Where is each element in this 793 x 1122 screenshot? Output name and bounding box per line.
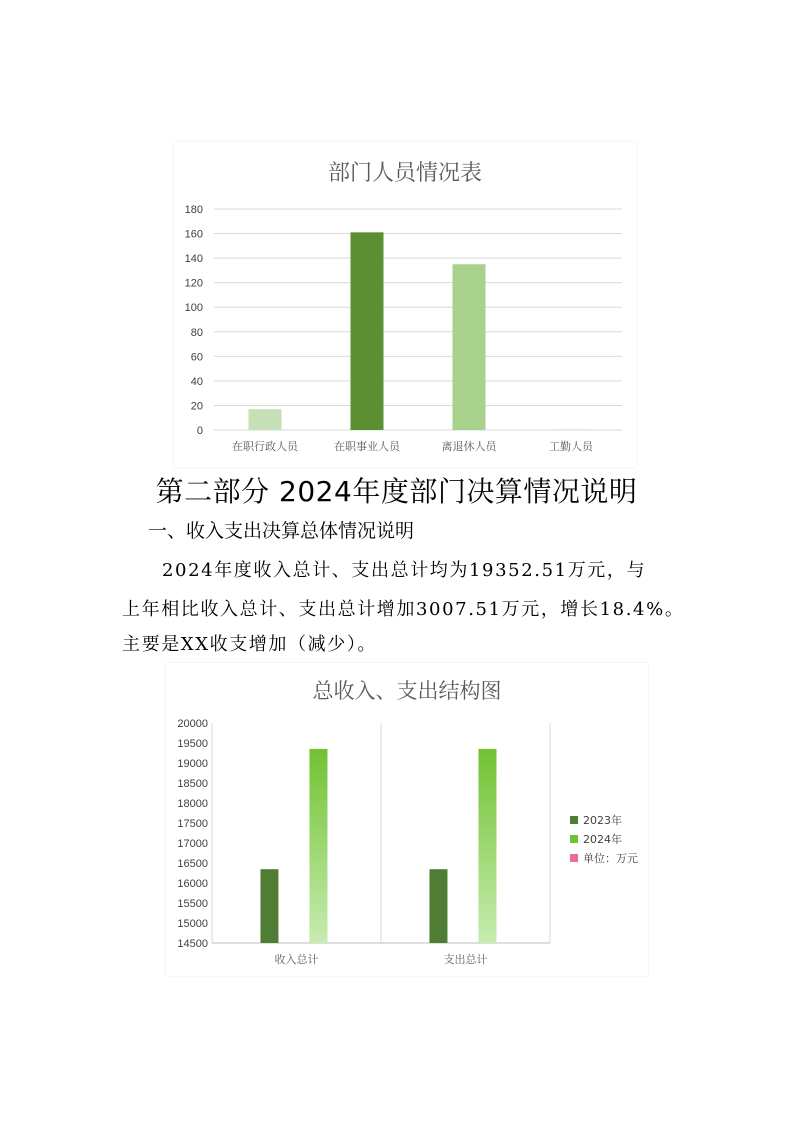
chart-title: 部门人员情况表 [327,161,482,186]
legend-item [570,810,638,829]
legend-swatch [570,835,578,843]
y-tick-label: 15000 [177,918,208,930]
subsection-title: 一、收入支出决算总体情况说明 [148,520,415,542]
chart-legend [570,810,638,867]
y-tick-label: 19000 [177,758,208,770]
bar [309,749,327,943]
y-tick-label: 60 [190,351,203,364]
legend-item [570,829,638,848]
x-category-label: 在职行政人员 [232,440,298,453]
bar [351,232,384,430]
bar [478,749,496,943]
y-tick-label: 40 [190,375,203,388]
personnel-chart [174,142,636,467]
bar [249,409,282,430]
y-tick-label: 16000 [177,878,208,890]
paragraph-line-2: 上年相比收入总计、支出总计增加3007.51万元，增长18.4%。 [122,599,685,620]
y-tick-label: 14500 [177,938,208,950]
chart-title: 总收入、支出结构图 [312,679,502,703]
paragraph-line-3: 主要是XX收支增加（减少）。 [122,634,378,655]
y-tick-label: 17500 [177,818,208,830]
y-tick-label: 0 [196,425,203,437]
x-category-label: 工勤人员 [549,440,593,453]
y-tick-label: 18000 [177,798,208,810]
y-tick-label: 20000 [177,718,208,730]
y-tick-label: 15500 [177,898,208,910]
bar [453,264,486,430]
legend-label: 2023年 [583,813,622,827]
legend-label: 2024年 [583,832,622,846]
y-tick-label: 18500 [177,778,208,790]
y-tick-label: 16500 [177,858,208,870]
y-tick-label: 17000 [177,838,208,850]
bar [429,869,447,943]
bar [555,429,588,430]
x-category-label: 在职事业人员 [334,440,400,453]
x-category-label: 收入总计 [274,953,319,966]
y-tick-label: 180 [184,204,203,216]
legend-swatch [570,816,578,824]
x-category-label: 支出总计 [443,953,488,966]
section-title: 第二部分 2024年度部门决算情况说明 [155,475,638,508]
x-category-label: 离退休人员 [441,440,497,453]
legend-label: 单位：万元 [583,851,638,865]
y-tick-label: 160 [184,228,203,241]
y-tick-label: 80 [190,326,203,339]
legend-swatch [570,854,578,862]
bar [260,869,278,943]
y-tick-label: 20 [190,400,203,413]
y-tick-label: 140 [184,253,203,266]
y-tick-label: 19500 [177,738,208,750]
personnel-chart-plot [174,142,636,467]
paragraph-line-1: 2024年度收入总计、支出总计均为19352.51万元，与 [162,560,647,581]
y-tick-label: 120 [184,277,203,290]
y-tick-label: 100 [184,302,203,315]
legend-item [570,848,638,867]
income-expense-chart [166,663,648,976]
